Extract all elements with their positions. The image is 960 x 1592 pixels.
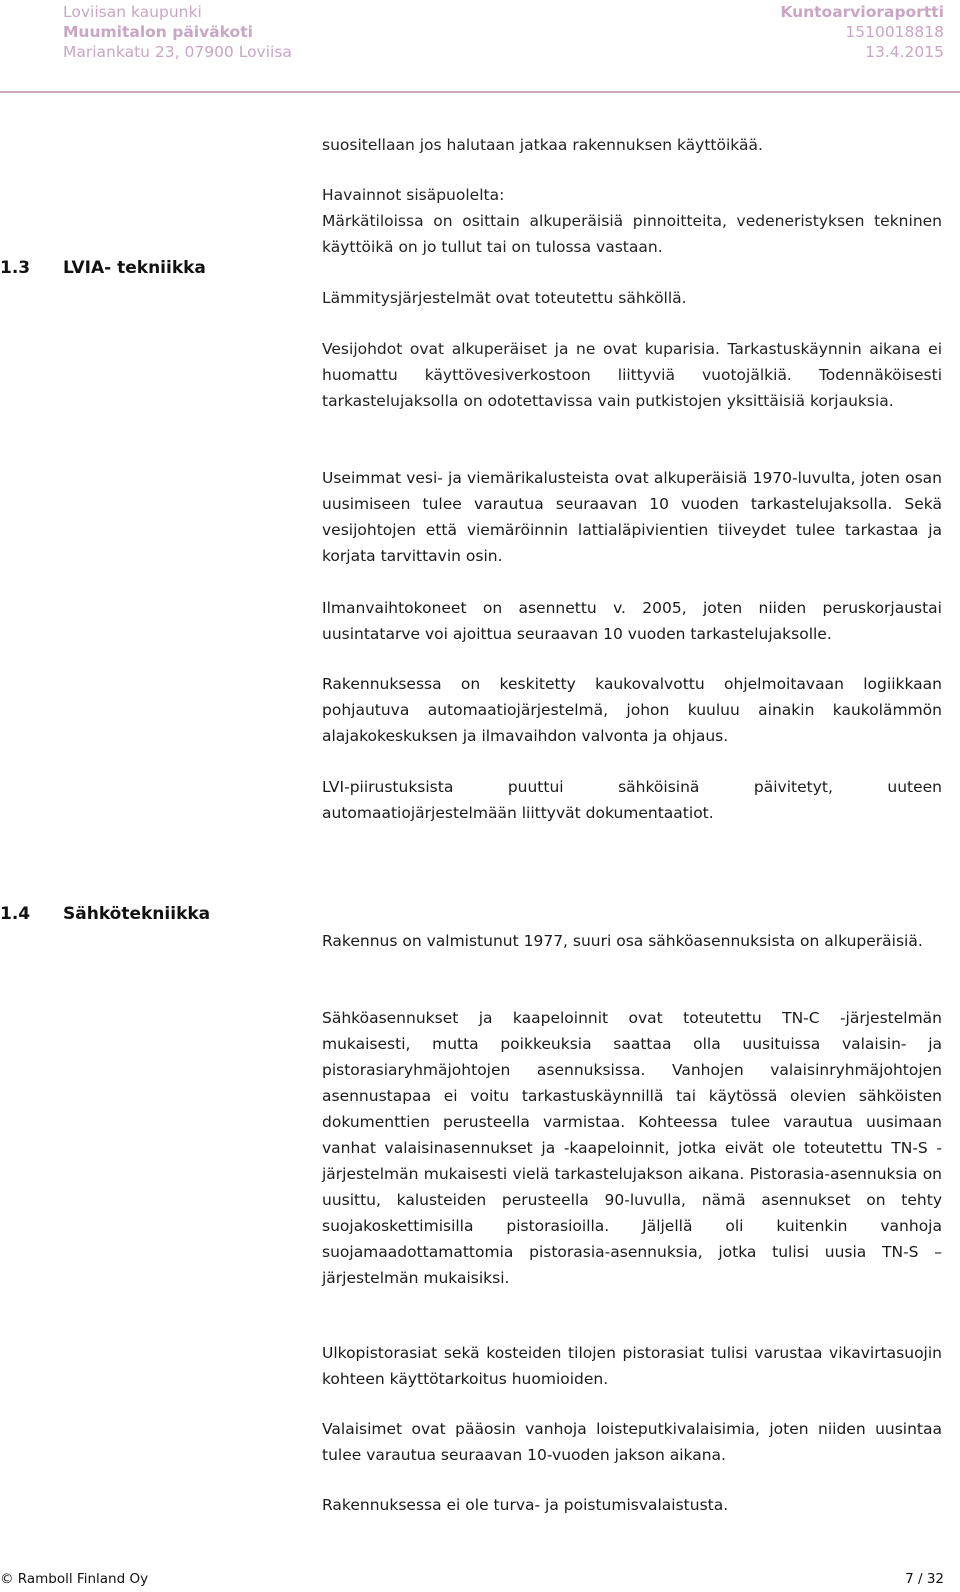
paragraph: Rakennuksessa on keskitetty kaukovalvottu ohjelmoitavaan logiikkaan pohjautuva automaatiojärjestelmä, johon kuuluu ainakin kaukolämmön alajakokeskuksen ja ilmavaihdon valvonta ja ohjaus. xyxy=(322,675,942,745)
footer-company: © Ramboll Finland Oy xyxy=(0,1571,149,1587)
paragraph: LVI-piirustuksista puuttui sähköisinä päivitetyt, uuteen automaatiojärjestelmään liittyvät dokumentaatiot. xyxy=(322,778,942,822)
paragraph: Rakennuksessa ei ole turva- ja poistumisvalaistusta. xyxy=(322,1496,729,1514)
header-divider xyxy=(0,91,960,93)
paragraph: Vesijohdot ovat alkuperäiset ja ne ovat kuparisia. Tarkastuskäynnin aikana ei huomattu käyttövesiverkostoon liittyviä vuotojälkiä. Todennäköisesti tarkastelujaksolla on odotettavissa vain putkistojen yksittäisiä korjauksia. xyxy=(322,340,942,410)
paragraph: Useimmat vesi- ja viemärikalusteista ovat alkuperäisiä 1970-luvulta, joten osan uusimiseen tulee varautua seuraavan 10 vuoden tarkastelujaksolla. Sekä vesijohtojen että viemäröinnin lattialäpivientien tiiveydet tulee tarkastaa ja korjata tarvittavin osin. xyxy=(322,469,942,565)
paragraph: Rakennus on valmistunut 1977, suuri osa sähköasennuksista on alkuperäisiä. xyxy=(322,932,923,950)
paragraph: Lämmitysjärjestelmät ovat toteutettu sähköllä. xyxy=(322,289,687,307)
section-title: Sähkötekniikka xyxy=(63,904,211,924)
section-number: 1.3 xyxy=(0,258,31,278)
paragraph-subheading: Havainnot sisäpuolelta: xyxy=(322,186,505,204)
paragraph: Sähköasennukset ja kaapeloinnit ovat toteutettu TN-C -järjestelmän mukaisesti, mutta poikkeuksia saattaa olla uusituissa valaisin- ja pistorasiaryhmäjohtojen asennuksissa. Vanhojen valaisinryhmäjohtojen asennustapaa ei voitu tarkastuskäynnillä tai käytössä olevien sähköisten dokumenttien perusteella varmistaa. Kohteessa tulee varautua uusimaan vanhat valaisinasennukset ja -kaapeloinnit, jotka eivät ole toteutettu TN-S -järjestelmän mukaisesti vielä tarkastelujakson aikana. Pistorasia-asennuksia on uusittu, kalusteiden perusteella 90-luvulla, nämä asennukset on tehty suojakoskettimisilla pistorasioilla. Jäljellä oli kuitenkin vanhoja suojamaadottamattomia pistorasia-asennuksia, jotka tulisi uusia TN-S –järjestelmän mukaisiksi. xyxy=(322,1009,942,1287)
paragraph: Ulkopistorasiat sekä kosteiden tilojen pistorasiat tulisi varustaa vikavirtasuojin kohteen käyttötarkoitus huomioiden. xyxy=(322,1344,942,1388)
header-date: 13.4.2015 xyxy=(865,43,944,61)
footer-page-number: 7 / 32 xyxy=(905,1571,944,1587)
paragraph: Valaisimet ovat pääosin vanhoja loisteputkivalaisimia, joten niiden uusintaa tulee varautua seuraavan 10-vuoden jakson aikana. xyxy=(322,1420,942,1464)
header-city: Loviisan kaupunki xyxy=(63,3,202,21)
header-report-type: Kuntoarvioraportti xyxy=(780,3,944,21)
paragraph: suositellaan jos halutaan jatkaa rakennuksen käyttöikää. xyxy=(322,136,763,154)
paragraph: Märkätiloissa on osittain alkuperäisiä pinnoitteita, vedeneristyksen tekninen käyttöikä on jo tullut tai on tulossa vastaan. xyxy=(322,212,942,256)
section-number: 1.4 xyxy=(0,904,31,924)
header-right xyxy=(780,2,944,62)
header-left xyxy=(63,2,292,62)
header-address: Mariankatu 23, 07900 Loviisa xyxy=(63,43,292,61)
header-report-number: 1510018818 xyxy=(845,23,944,41)
section-title: LVIA- tekniikka xyxy=(63,258,206,278)
header-site: Muumitalon päiväkoti xyxy=(63,23,253,41)
paragraph: Ilmanvaihtokoneet on asennettu v. 2005, joten niiden peruskorjaustai uusintatarve voi ajoittua seuraavan 10 vuoden tarkastelujaksolle. xyxy=(322,599,942,643)
